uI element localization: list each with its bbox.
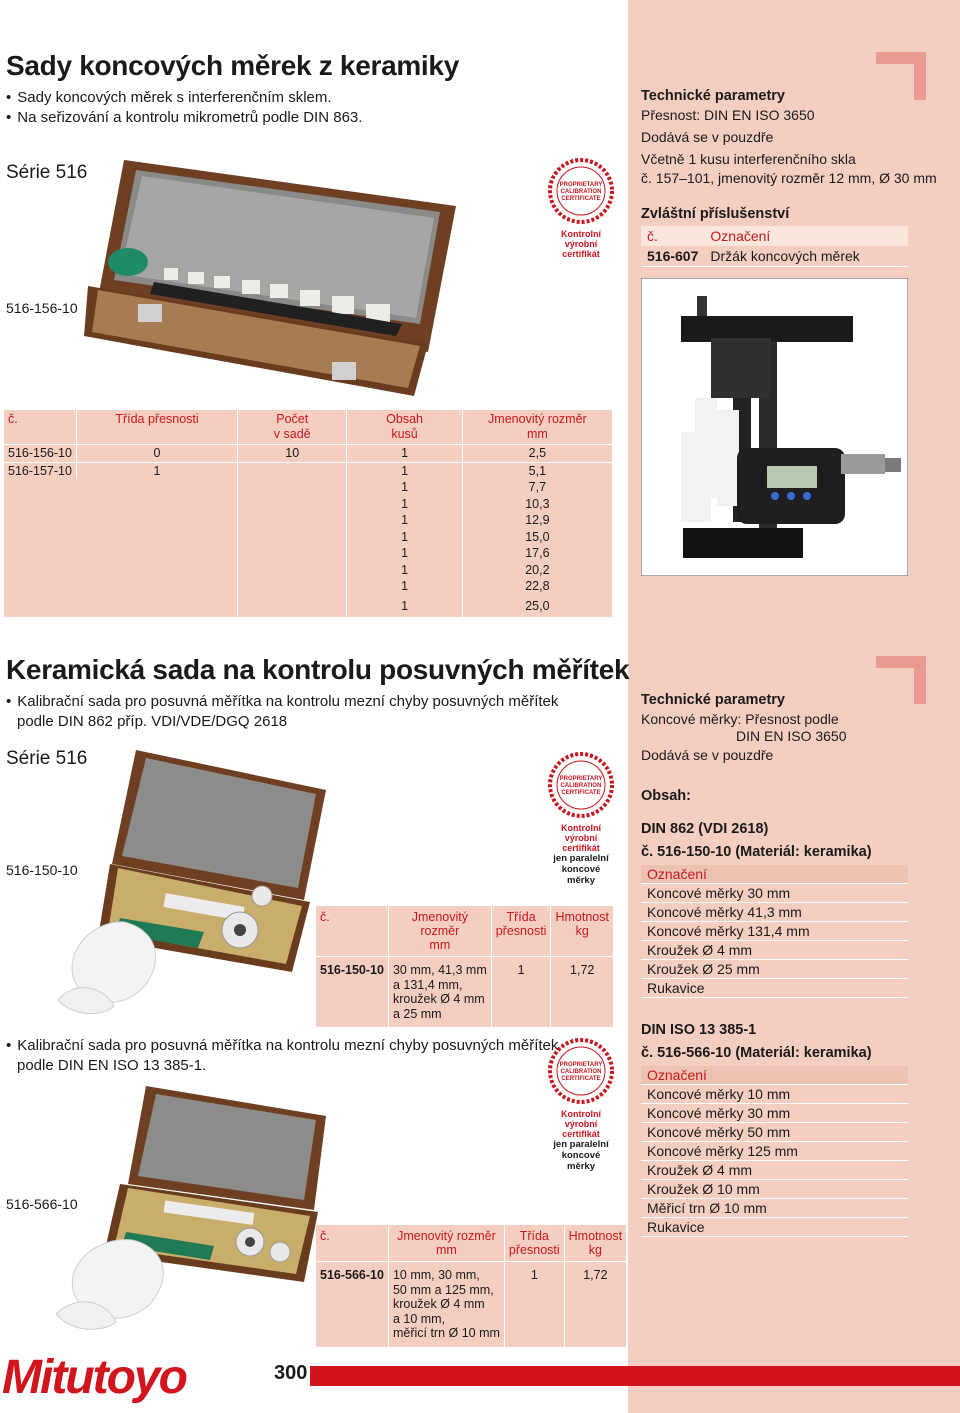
list-item: Rukavice [641, 1218, 908, 1237]
table-row [4, 512, 612, 529]
list-item: Koncové měrky 131,4 mm [641, 922, 908, 941]
tech-params-title: Technické parametry [641, 692, 785, 708]
cert-line: CALIBRATION [560, 1069, 602, 1075]
cell-class: 1 [76, 462, 237, 479]
cell-qty: 1 [347, 529, 462, 546]
bullet: • Sady koncových měrek s interferenčním sklem. [6, 88, 362, 108]
table-row [4, 595, 612, 617]
standard-name: DIN ISO 13 385-1 [641, 1022, 757, 1038]
gauge-block-holder-photo [641, 278, 908, 576]
cert-line: PROPRIETARY [559, 776, 603, 782]
col-header-content: Obsah kusů [347, 410, 462, 445]
brand-logo: Mitutoyo [2, 1351, 186, 1404]
cell-count: 10 [238, 445, 347, 463]
list-item: Koncové měrky 125 mm [641, 1142, 908, 1161]
list-item: Kroužek Ø 10 mm [641, 1180, 908, 1199]
model-name: č. 516-150-10 (Materiál: keramika) [641, 844, 872, 860]
list-item: Kroužek Ø 25 mm [641, 960, 908, 979]
col-header-class: Třída přesnosti [504, 1225, 564, 1262]
tech-params-title: Technické parametry [641, 88, 785, 104]
list-item: Koncové měrky 10 mm [641, 1085, 908, 1104]
calibration-certificate-badge [548, 158, 614, 259]
cell-class: 1 [491, 957, 551, 1028]
cell-qty: 1 [347, 445, 462, 463]
list-item: Rukavice [641, 979, 908, 998]
cell-size: 5,1 [528, 463, 547, 478]
col-header-class: Třída přesnosti [76, 410, 237, 445]
caliper-set-table-2 [316, 1225, 626, 1347]
calibration-certificate-badge [548, 1038, 614, 1172]
footer-bar [310, 1366, 960, 1386]
product-code: 516-156-10 [6, 300, 78, 316]
cert-line: CERTIFICATE [561, 790, 601, 796]
bullet-continuation: podle DIN 862 příp. VDI/VDE/DGQ 2618 [17, 713, 288, 730]
certificate-seal-icon [548, 752, 614, 818]
list-item: Koncové měrky 41,3 mm [641, 903, 908, 922]
col-header-size: Jmenovitý rozměr mm [488, 412, 587, 441]
tech-line: DIN EN ISO 3650 [736, 728, 847, 744]
certificate-seal-icon [548, 1038, 614, 1104]
cell-size: 15,0 [525, 529, 550, 544]
tech-line: Dodává se v pouzdře [641, 129, 774, 145]
bullet: • Na seřizování a kontrolu mikrometrů podle DIN 863. [6, 108, 362, 128]
cert-note: jen paralelní [553, 1139, 609, 1150]
standard-name: DIN 862 (VDI 2618) [641, 821, 769, 837]
certificate-seal-icon [548, 158, 614, 224]
table-row [4, 496, 612, 513]
cell-qty: 1 [347, 496, 462, 513]
tech-line: Přesnost: DIN EN ISO 3650 [641, 107, 815, 123]
col-header-size: Jmenovitý rozměr mm [388, 906, 491, 957]
cert-note: koncové měrky [561, 1150, 601, 1172]
cell-qty: 1 [347, 562, 462, 579]
col-header-no: č. [647, 228, 658, 244]
cell-code: 516-157-10 [4, 462, 76, 479]
list-item: Koncové měrky 50 mm [641, 1123, 908, 1142]
col-header-no: č. [316, 906, 388, 957]
accessory-table [641, 226, 908, 267]
table-row [316, 1262, 626, 1347]
list-item: Koncové měrky 30 mm [641, 1104, 908, 1123]
cell-size: 25,0 [525, 598, 550, 613]
cell-size: 20,2 [525, 562, 550, 577]
cell-qty: 1 [347, 462, 462, 479]
col-header-weight: Hmotnost kg [568, 1229, 623, 1257]
corner-marker [876, 656, 926, 704]
cell-class: 0 [76, 445, 237, 463]
cell-size: 22,8 [525, 579, 550, 594]
accessory-title: Zvláštní příslušenství [641, 206, 790, 222]
list-item: Kroužek Ø 4 mm [641, 941, 908, 960]
series-label: Série 516 [6, 748, 88, 769]
cert-line: CALIBRATION [560, 189, 602, 195]
content-title: Obsah: [641, 788, 691, 804]
cell-code: 516-607 [647, 248, 699, 264]
caliper-test-set-photo [54, 750, 326, 1018]
product-code: 516-566-10 [6, 1196, 78, 1212]
tech-line: Dodává se v pouzdře [641, 747, 774, 763]
table-row [316, 957, 613, 1028]
cell-weight: 1,72 [570, 963, 595, 977]
bullet: • Kalibrační sada pro posuvná měřítka na kontrolu mezní chyby posuvných měřítek [6, 692, 558, 712]
content-list [641, 1066, 908, 1237]
cell-size: 12,9 [525, 513, 550, 528]
series-label: Série 516 [6, 162, 88, 183]
col-header-size: Jmenovitý rozměr mm [388, 1225, 504, 1262]
caliper-test-set-photo [54, 1086, 326, 1336]
list-header: Označení [641, 1066, 908, 1085]
bullet-continuation: podle DIN EN ISO 13 385-1. [17, 1057, 207, 1074]
table-row [641, 246, 908, 267]
table-row [4, 578, 612, 595]
cell-qty: 1 [347, 545, 462, 562]
model-name: č. 516-566-10 (Materiál: keramika) [641, 1045, 872, 1061]
cert-line: CERTIFICATE [561, 196, 601, 202]
tech-params-2 [641, 692, 847, 766]
list-item: Kroužek Ø 4 mm [641, 1161, 908, 1180]
cell-code: 516-156-10 [4, 445, 76, 463]
tech-line: Koncové měrky: Přesnost podle [641, 711, 839, 727]
cert-caption: Kontrolní výrobní [561, 1109, 601, 1129]
list-item: Koncové měrky 30 mm [641, 884, 908, 903]
table-header-row [316, 1225, 626, 1262]
table-row [4, 529, 612, 546]
section2-title: Keramická sada na kontrolu posuvných měřítek [6, 654, 630, 685]
section1-title: Sady koncových měrek z keramiky [6, 50, 459, 81]
table-header-row [641, 226, 908, 246]
cell-size: 10,3 [525, 496, 550, 511]
cert-caption: certifikát [562, 843, 600, 853]
cert-caption: Kontrolní výrobní [561, 229, 601, 249]
cert-line: PROPRIETARY [559, 182, 603, 188]
cert-caption: certifikát [562, 249, 600, 259]
col-header-no: č. [316, 1225, 388, 1262]
cell-size: 2,5 [528, 446, 547, 461]
cert-caption: Kontrolní výrobní [561, 823, 601, 843]
cell-size: 10 mm, 30 mm, 50 mm a 125 mm, kroužek Ø 4 mm a 10 mm, měřicí trn Ø 10 mm [388, 1262, 504, 1347]
calibration-certificate-badge [548, 752, 614, 886]
cell-qty: 1 [347, 578, 462, 595]
cell-qty: 1 [347, 479, 462, 496]
section2-bullet [6, 692, 558, 732]
content-list [641, 865, 908, 998]
cert-line: CALIBRATION [560, 783, 602, 789]
table-row [4, 562, 612, 579]
cert-line: CERTIFICATE [561, 1076, 601, 1082]
tech-params-1 [641, 88, 937, 186]
cell-weight: 1,72 [583, 1268, 608, 1282]
section1-bullets [6, 88, 362, 128]
list-item: Měřicí trn Ø 10 mm [641, 1199, 908, 1218]
table-row [4, 479, 612, 496]
col-header-no: č. [4, 410, 76, 445]
cert-caption: certifikát [562, 1129, 600, 1139]
col-header-name: Označení [710, 228, 771, 244]
bullet: • Kalibrační sada pro posuvná měřítka na kontrolu mezní chyby posuvných měřítek [6, 1036, 558, 1056]
product-code: 516-150-10 [6, 862, 78, 878]
table-header-row [4, 410, 612, 445]
cell-size: 7,7 [528, 480, 547, 495]
cell-size: 17,6 [525, 546, 550, 561]
cell-class: 1 [504, 1262, 564, 1347]
cell-qty: 1 [347, 595, 462, 617]
tech-line: č. 157–101, jmenovitý rozměr 12 mm, Ø 30 mm [641, 170, 937, 186]
list-header: Označení [641, 865, 908, 884]
section3-bullet [6, 1036, 558, 1076]
table-row [4, 545, 612, 562]
cell-qty: 1 [347, 512, 462, 529]
cell-size: 30 mm, 41,3 mm a 131,4 mm, kroužek Ø 4 mm a 25 mm [388, 957, 491, 1028]
cell-code: 516-150-10 [316, 957, 388, 1028]
gauge-set-table [4, 410, 612, 617]
table-row [4, 445, 612, 463]
cell-name: Držák koncových měrek [710, 248, 860, 264]
gauge-block-set-photo [84, 156, 456, 398]
cert-note: koncové měrky [561, 864, 601, 886]
caliper-set-table-1 [316, 906, 613, 1027]
cert-note: jen paralelní [553, 853, 609, 864]
cell-code: 516-566-10 [316, 1262, 388, 1347]
col-header-class: Třída přesnosti [491, 906, 551, 957]
page-number: 300 [274, 1362, 308, 1384]
table-row [4, 462, 612, 479]
col-header-count: Počet v sadě [238, 410, 347, 445]
tech-line: Včetně 1 kusu interferenčního skla [641, 151, 856, 167]
col-header-weight: Hmotnost kg [555, 910, 609, 938]
table-header-row [316, 906, 613, 957]
cert-line: PROPRIETARY [559, 1062, 603, 1068]
